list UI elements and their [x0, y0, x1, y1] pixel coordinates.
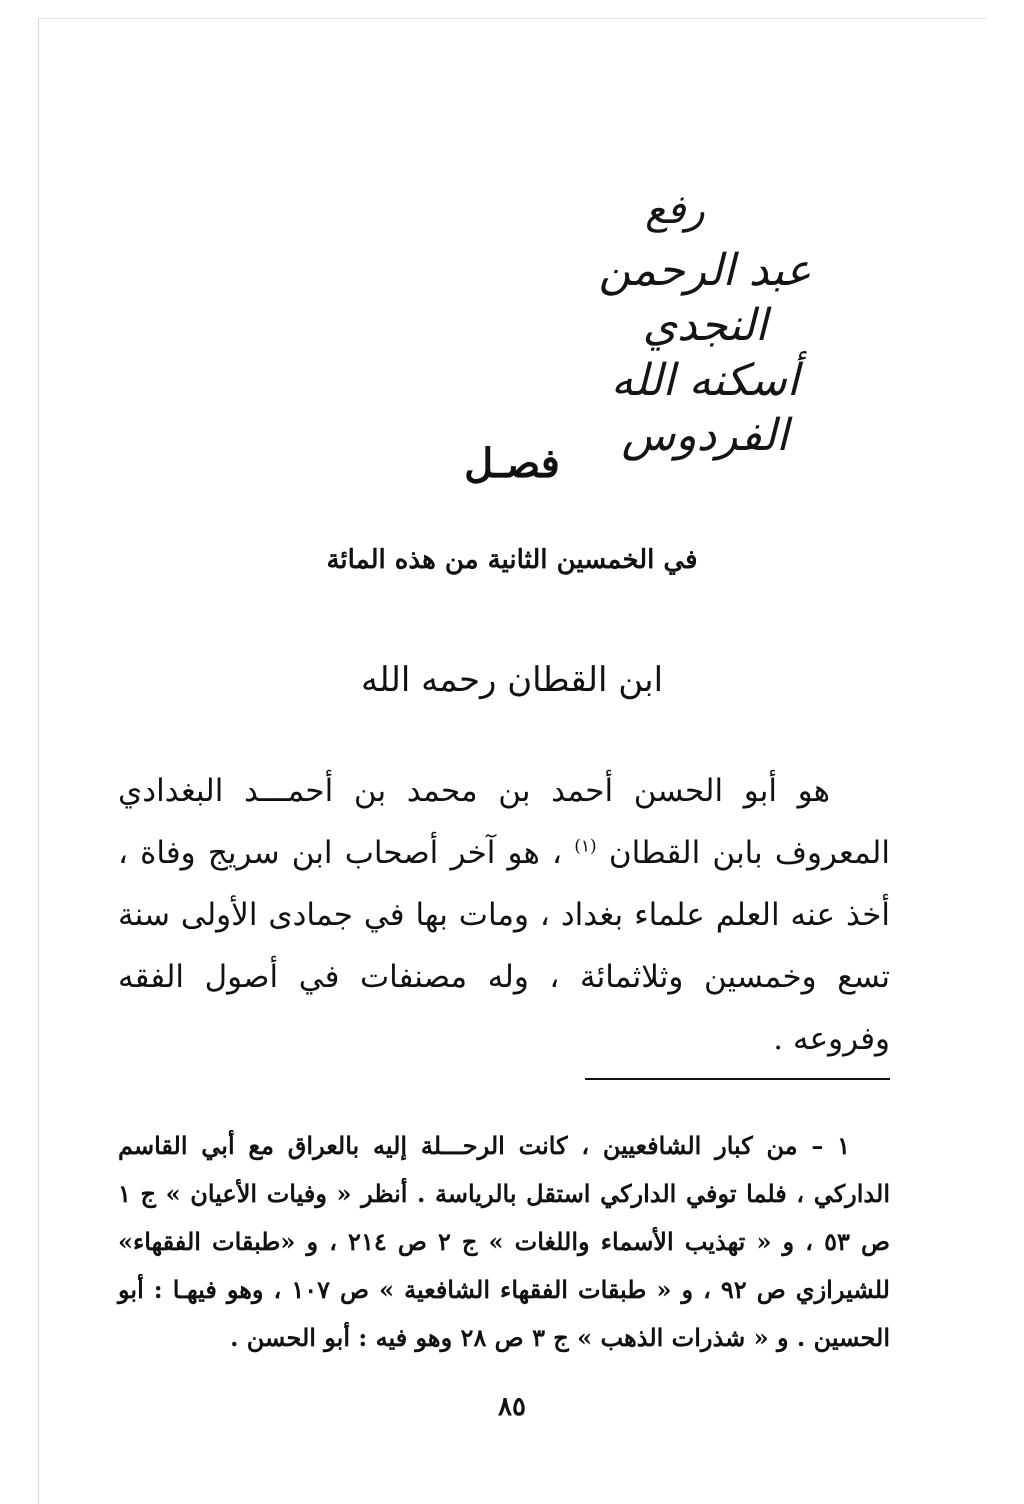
entry-body-part-1: هو أبو الحسن أحمد بن محمد بن أحمـــد البغدادي المعروف بابن القطان — [118, 773, 890, 871]
footnote-text: ١ – من كبار الشافعيين ، كانت الرحـــلة إليه بالعراق مع أبي القاسم الداركي ، فلما توفي الداركي استقل بالرياسة . أنظر « وفيات الأعيان » ج ١ ص ٥٣ ، و « تهذيب الأسماء واللغات » ج ٢ ص ٢١٤ ، و «طبقات الفقهاء» للشيرازي ص ٩٢ ، و « طبقات الفقهاء الشافعية » ص ١٠٧ ، وهو فيهـا : أبو الحسين . و « شذرات الذهب » ج ٣ ص ٢٨ وهو فيه : أبو الحسن . — [118, 1131, 890, 1352]
page-top-edge — [38, 18, 986, 19]
section-subtitle: في الخمسين الثانية من هذه المائة — [326, 545, 698, 575]
section-title: فصـل — [464, 440, 560, 487]
page-left-edge — [38, 18, 39, 1504]
entry-heading: ابن القطان رحمه الله — [360, 660, 664, 700]
entry-paragraph — [118, 760, 890, 1070]
entry-body-part-2: ، هو آخر أصحاب ابن سريج وفاة ، أخذ عنه العلم علماء بغداد ، ومات بها في جمادى الأولى سنة تسع وخمسين وثلاثمائة ، وله مصنفات في أصول الفقه وفروعه . — [118, 835, 890, 1057]
stamp-line-2: عبد الرحمن النجدي — [598, 245, 812, 351]
footnote-divider — [585, 1078, 890, 1080]
stamp-line-1: رفع — [645, 187, 705, 233]
footnote — [118, 1122, 890, 1362]
footnote-reference: (١) — [574, 836, 597, 857]
ownership-stamp — [560, 185, 850, 461]
entry-body — [118, 760, 890, 1070]
stamp-line-3: أسكنه الله الفردوس — [610, 355, 800, 461]
page-number: ٨٥ — [498, 1392, 526, 1422]
